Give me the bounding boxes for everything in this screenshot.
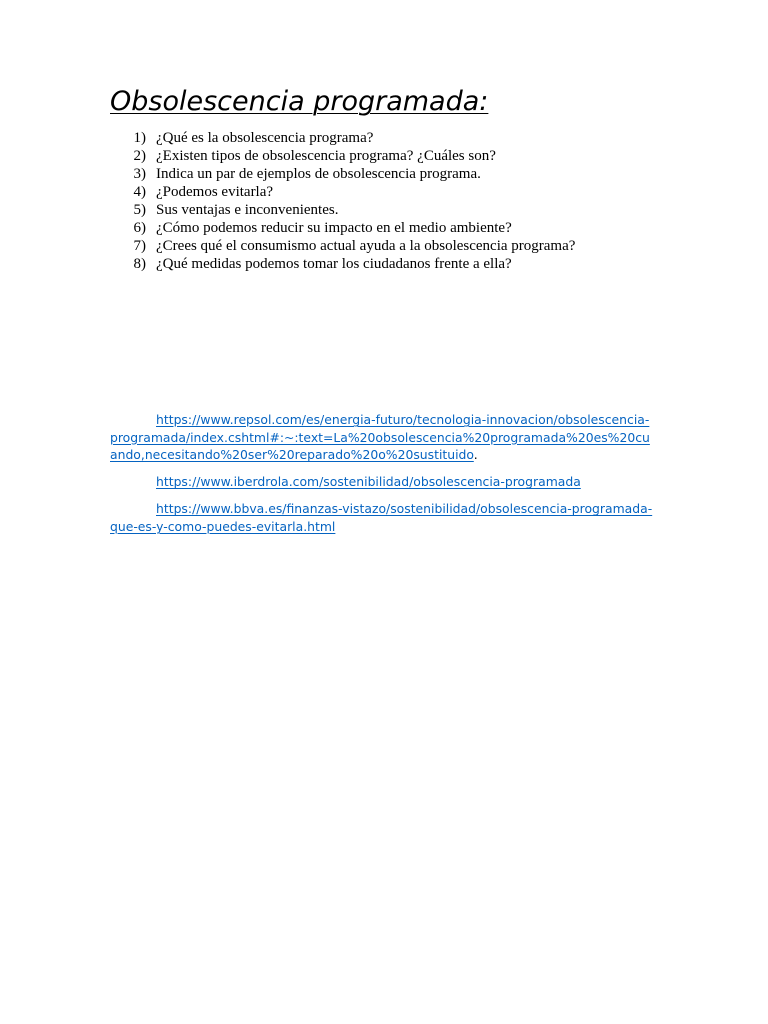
list-item (110, 183, 670, 201)
list-item-text: ¿Crees qué el consumismo actual ayuda a la obsolescencia programa? (156, 238, 576, 254)
page-title: Obsolescencia programada: (110, 86, 489, 117)
question-list (110, 129, 670, 273)
list-item-number: 7) (133, 238, 146, 254)
link-paragraph-repsol (110, 411, 655, 464)
link-paragraph-bbva (110, 500, 655, 535)
list-item (110, 237, 670, 255)
list-item-number: 1) (133, 130, 146, 146)
list-item (110, 129, 670, 147)
list-item-text: ¿Qué es la obsolescencia programa? (156, 130, 374, 146)
link-bbva[interactable]: https://www.bbva.es/finanzas-vistazo/sostenibilidad/obsolescencia-programada-que-es-y-como-puedes-evitarla.html (110, 501, 653, 534)
list-item (110, 165, 670, 183)
list-item-text: Sus ventajas e inconvenientes. (156, 202, 339, 218)
list-item-number: 5) (133, 202, 146, 218)
list-item (110, 219, 670, 237)
link-repsol[interactable]: https://www.repsol.com/es/energia-futuro/tecnologia-innovacion/obsolescencia-programada/index.cshtml#:~:text=La%20obsolescencia%20programada%20es%20cuando,necesitando%20ser%20reparado%20o%20sustituido (110, 412, 650, 463)
list-item-number: 4) (133, 184, 146, 200)
list-item-text: ¿Qué medidas podemos tomar los ciudadanos frente a ella? (156, 256, 512, 272)
list-item-text: ¿Existen tipos de obsolescencia programa? ¿Cuáles son? (156, 148, 496, 164)
list-item-number: 6) (133, 220, 146, 236)
list-item-number: 3) (133, 166, 146, 182)
list-item (110, 201, 670, 219)
list-item-text: Indica un par de ejemplos de obsolescencia programa. (156, 166, 481, 182)
link-paragraph-iberdrola (110, 473, 655, 491)
link-iberdrola[interactable]: https://www.iberdrola.com/sostenibilidad/obsolescencia-programada (156, 474, 581, 490)
list-item (110, 147, 670, 165)
list-item-number: 2) (133, 148, 146, 164)
list-item (110, 255, 670, 273)
link-trailing-period: . (473, 447, 478, 463)
list-item-number: 8) (133, 256, 146, 272)
list-item-text: ¿Cómo podemos reducir su impacto en el medio ambiente? (156, 220, 512, 236)
reference-links (110, 411, 655, 545)
list-item-text: ¿Podemos evitarla? (156, 184, 274, 200)
